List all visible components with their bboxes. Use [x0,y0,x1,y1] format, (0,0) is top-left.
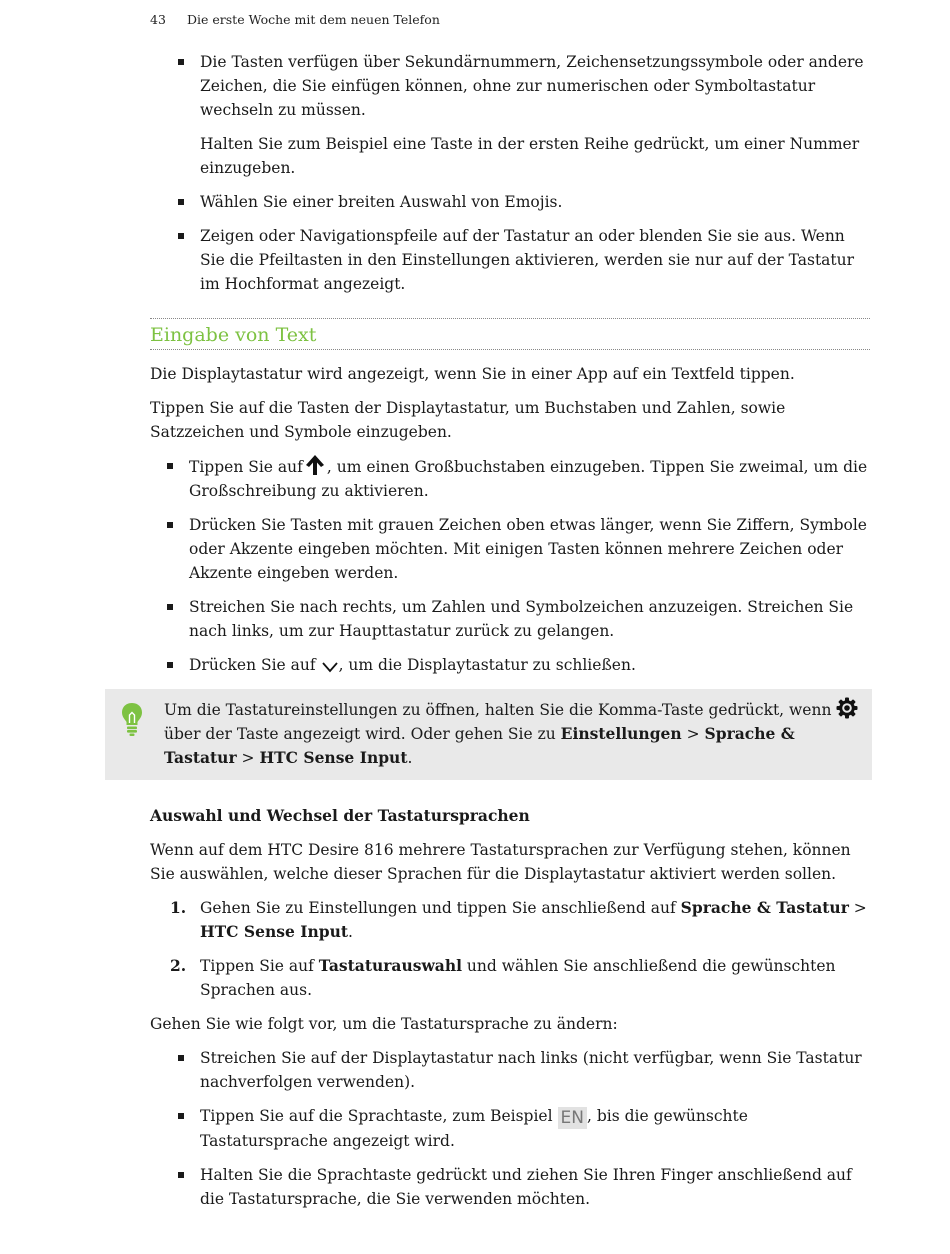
tip-bold-htc-sense-input: HTC Sense Input [259,748,408,767]
list-item-text: Wählen Sie einer breiten Auswahl von Emojis. [200,193,563,211]
step-number: 2. [170,956,187,975]
step-bold: Sprache & Tastatur [680,898,849,917]
language-bullet-list [150,1046,870,1211]
list-item [150,1104,870,1153]
list-item-text: Streichen Sie nach rechts, um Zahlen und Symbolzeichen anzuzeigen. Streichen Sie nach links, um zur Haupttastatur zurück zu gelangen. [189,598,854,640]
list-item [150,454,870,503]
tip-end: . [407,749,413,767]
list-item-text: Drücken Sie Tasten mit grauen Zeichen oben etwas länger, wenn Sie Ziffern, Symbole oder Akzente eingeben möchten. Mit einigen Tasten können mehrere Zeichen oder Akzente eingeben werden. [189,516,867,582]
list-item-text: , bis die gewünschte Tastatursprache angezeigt wird. [200,1107,748,1150]
gear-icon [836,697,858,719]
paragraph: Tippen Sie auf die Tasten der Displaytastatur, um Buchstaben und Zahlen, sowie Satzzeichen und Symbole einzugeben. [150,399,786,441]
list-item-text: Streichen Sie auf der Displaytastatur nach links (nicht verfügbar, wenn Sie Tastatur nachverfolgen verwenden). [200,1049,862,1091]
paragraph: Wenn auf dem HTC Desire 816 mehrere Tastatursprachen zur Verfügung stehen, können Sie auswählen, welche dieser Sprachen für die Displaytastatur aktiviert werden sollen. [150,841,851,883]
section-heading: Eingabe von Text [150,318,870,350]
numbered-list [150,896,870,1002]
lightbulb-icon [120,701,144,737]
subsection-heading: Auswahl und Wechsel der Tastatursprachen [150,806,530,825]
square-bullet [167,604,173,610]
list-item [150,190,870,214]
list-item-text: Tippen Sie auf die Sprachtaste, zum Beispiel [200,1107,553,1125]
list-item [150,224,870,296]
running-header [150,8,440,32]
square-bullet [178,1113,184,1119]
arrow-up-icon [303,454,327,476]
step-text: Gehen Sie zu Einstellungen und tippen Sie anschließend auf [200,899,681,917]
list-item-text: Halten Sie die Sprachtaste gedrückt und ziehen Sie Ihren Finger anschließend auf die Tastatursprache, die Sie verwenden möchten. [200,1166,852,1208]
tip-box [105,689,872,780]
step-bold: HTC Sense Input [200,922,349,941]
page-number: 43 [150,12,166,27]
list-item [150,954,870,1002]
input-bullet-list [150,454,870,677]
list-item [150,653,870,677]
list-item-text: Die Tasten verfügen über Sekundärnummern, Zeichensetzungssymbole oder andere Zeichen, die Sie einfügen können, ohne zur numerischen oder Symboltastatur wechseln zu müssen. [200,53,864,119]
list-item [150,513,870,585]
step-bold: Tastaturauswahl [318,956,462,975]
square-bullet [167,662,173,668]
step-text: . [348,923,353,941]
chapter-title: Die erste Woche mit dem neuen Telefon [187,12,440,27]
list-item-text: Drücken Sie auf [189,656,316,674]
step-text: und wählen Sie anschließend die gewünschten Sprachen aus. [200,957,836,999]
list-item [150,1163,870,1211]
square-bullet [178,1055,184,1061]
step-text: > [848,899,867,917]
list-item-text: , um einen Großbuchstaben einzugeben. Tippen Sie zweimal, um die Großschreibung zu aktivieren. [189,458,868,500]
square-bullet [178,233,184,239]
list-item-text: , um die Displaytastatur zu schließen. [338,656,636,674]
paragraph: Gehen Sie wie folgt vor, um die Tastatursprache zu ändern: [150,1015,618,1033]
list-item [150,50,870,180]
tip-text: Um die Tastatureinstellungen zu öffnen, halten Sie die Komma-Taste gedrückt, wenn [164,701,832,719]
list-item-text: Tippen Sie auf [189,458,303,476]
intro-bullet-list [150,50,870,296]
list-item [150,896,870,944]
tip-separator: > [236,749,260,767]
list-item-subtext: Halten Sie zum Beispiel eine Taste in der ersten Reihe gedrückt, um einer Nummer einzugeben. [200,135,860,177]
tip-separator: > [681,725,705,743]
list-item [150,1046,870,1094]
language-key-icon: EN [558,1107,587,1129]
step-number: 1. [170,898,187,917]
chevron-down-icon [321,660,339,674]
list-item [150,595,870,643]
tip-text: über der Taste angezeigt wird. Oder gehen Sie zu [164,725,556,743]
square-bullet [178,199,184,205]
list-item-text: Zeigen oder Navigationspfeile auf der Tastatur an oder blenden Sie sie aus. Wenn Sie die Pfeiltasten in den Einstellungen aktivieren, werden sie nur auf der Tastatur im Hochformat angezeigt. [200,227,855,293]
square-bullet [178,59,184,65]
tip-bold-settings: Einstellungen [560,724,682,743]
square-bullet [167,522,173,528]
paragraph: Die Displaytastatur wird angezeigt, wenn Sie in einer App auf ein Textfeld tippen. [150,365,795,383]
page-content [150,50,870,1221]
tip-bold-language: Sprache & Tastatur [164,724,795,767]
square-bullet [167,463,173,469]
step-text: Tippen Sie auf [200,957,319,975]
square-bullet [178,1172,184,1178]
